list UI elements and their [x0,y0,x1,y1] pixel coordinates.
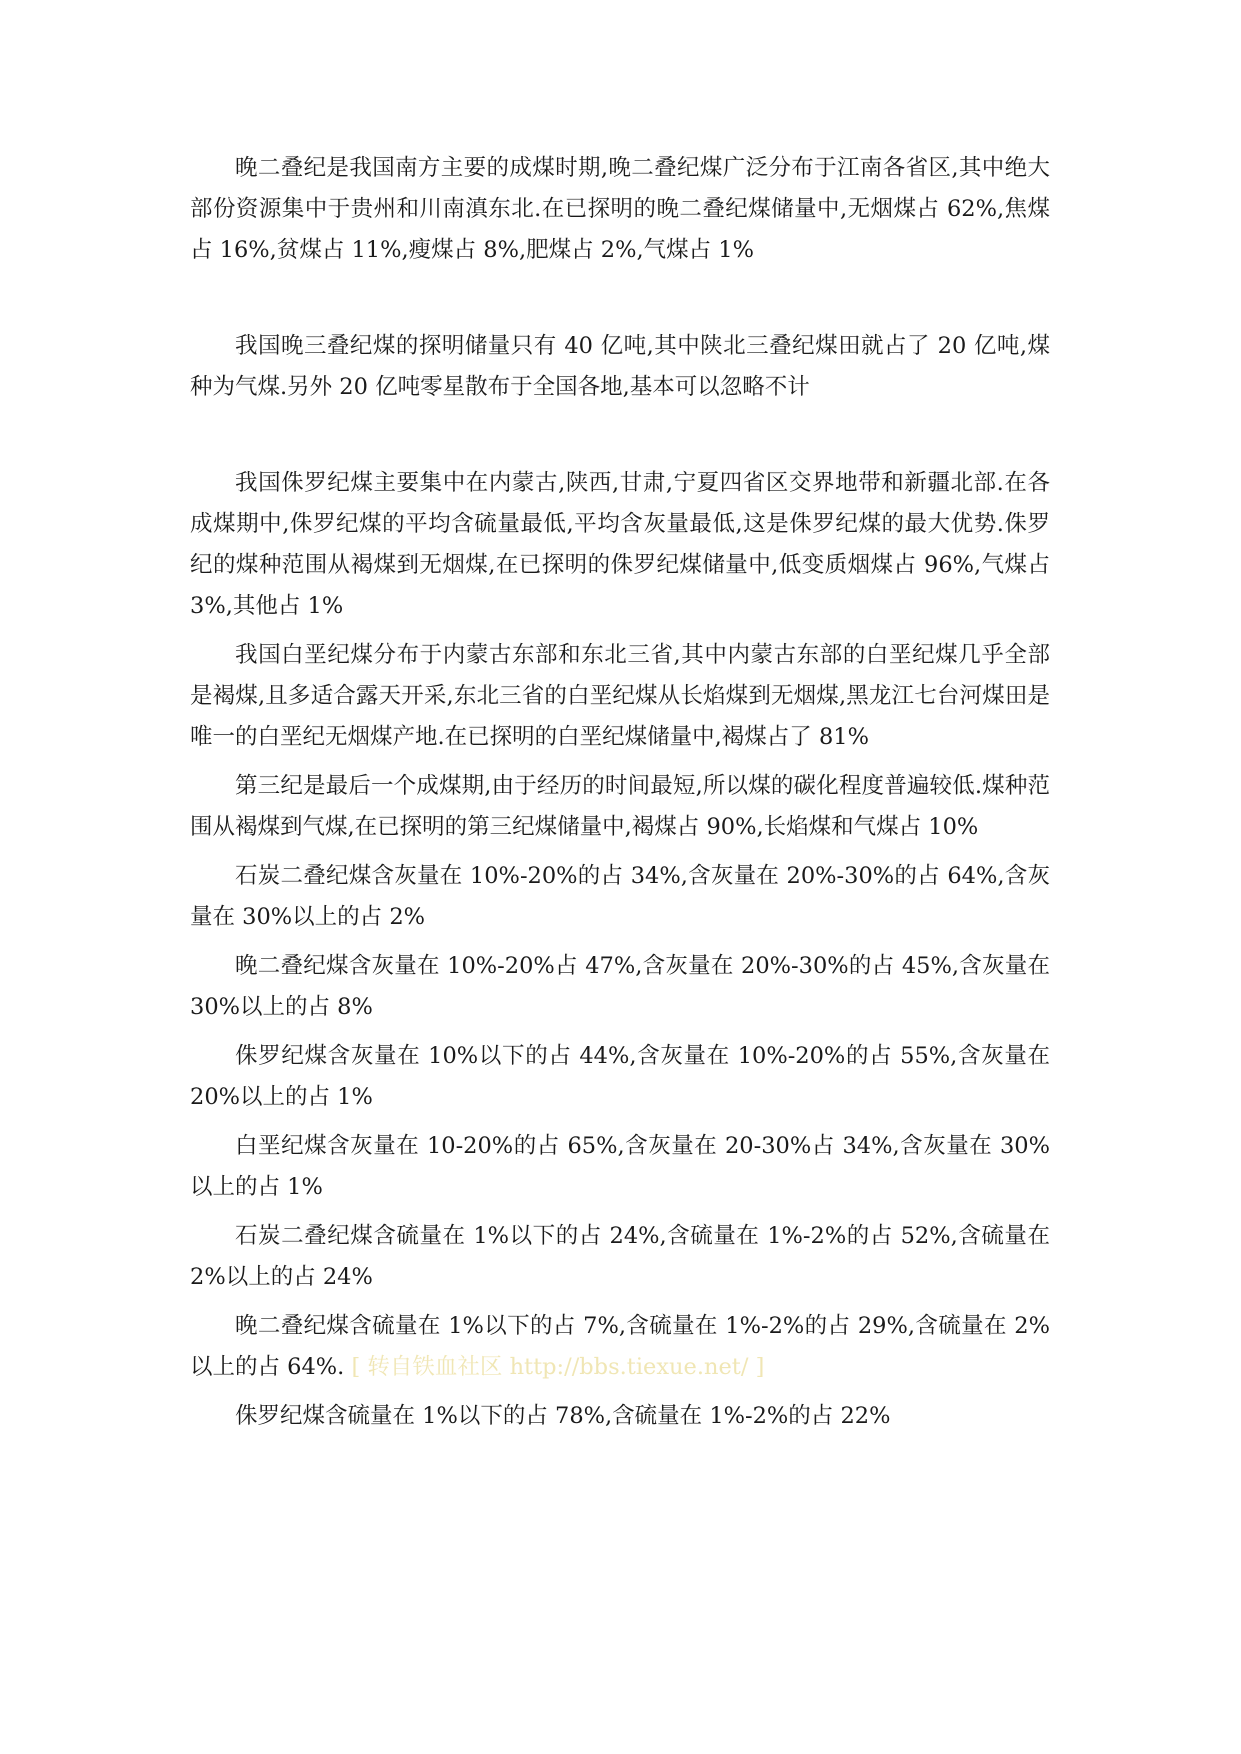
paragraph-late-triassic: 我国晚三叠纪煤的探明储量只有 40 亿吨,其中陕北三叠纪煤田就占了 20 亿吨,煤种为气煤.另外 20 亿吨零星散布于全国各地,基本可以忽略不计 [190,333,1050,400]
paragraph-cretaceous: 我国白垩纪煤分布于内蒙古东部和东北三省,其中内蒙古东部的白垩纪煤几乎全部是褐煤,且多适合露天开采,东北三省的白垩纪煤从长焰煤到无烟煤,黑龙江七台河煤田是唯一的白垩纪无烟煤产地.在已探明的白垩纪煤储量中,褐煤占了 81% [190,642,1050,750]
paragraph-late-permian-ash: 晚二叠纪煤含灰量在 10%-20%占 47%,含灰量在 20%-30%的占 45%,含灰量在 30%以上的占 8% [190,953,1050,1020]
paragraph-jurassic: 我国侏罗纪煤主要集中在内蒙古,陕西,甘肃,宁夏四省区交界地带和新疆北部.在各成煤期中,侏罗纪煤的平均含硫量最低,平均含灰量最低,这是侏罗纪煤的最大优势.侏罗纪的煤种范围从褐煤到无烟煤,在已探明的侏罗纪煤储量中,低变质烟煤占 96%,气煤占 3%,其他占 1% [190,470,1050,619]
paragraph-carboniferous-sulfur: 石炭二叠纪煤含硫量在 1%以下的占 24%,含硫量在 1%-2%的占 52%,含硫量在 2%以上的占 24% [190,1223,1050,1290]
paragraph-jurassic-sulfur: 侏罗纪煤含硫量在 1%以下的占 78%,含硫量在 1%-2%的占 22% [235,1403,891,1429]
source-watermark: [ 转自铁血社区 http://bbs.tiexue.net/ ] [344,1354,765,1380]
paragraph-carboniferous-ash: 石炭二叠纪煤含灰量在 10%-20%的占 34%,含灰量在 20%-30%的占 64%,含灰量在 30%以上的占 2% [190,863,1050,930]
paragraph-jurassic-ash: 侏罗纪煤含灰量在 10%以下的占 44%,含灰量在 10%-20%的占 55%,含灰量在 20%以上的占 1% [190,1043,1050,1110]
document-page [190,148,1050,1445]
paragraph-late-permian-sulfur [190,1306,1050,1388]
paragraph-text: 晚二叠纪煤含硫量在 1%以下的占 7%,含硫量在 1%-2%的占 29%,含硫量在 2%以上的占 64%. [190,1313,1050,1380]
paragraph-late-permian: 晚二叠纪是我国南方主要的成煤时期,晚二叠纪煤广泛分布于江南各省区,其中绝大部份资源集中于贵州和川南滇东北.在已探明的晚二叠纪煤储量中,无烟煤占 62%,焦煤占 16%,贫煤占 11%,瘦煤占 8%,肥煤占 2%,气煤占 1% [190,155,1050,263]
paragraph-cretaceous-ash: 白垩纪煤含灰量在 10-20%的占 65%,含灰量在 20-30%占 34%,含灰量在 30%以上的占 1% [190,1133,1050,1200]
paragraph-tertiary: 第三纪是最后一个成煤期,由于经历的时间最短,所以煤的碳化程度普遍较低.煤种范围从褐煤到气煤,在已探明的第三纪煤储量中,褐煤占 90%,长焰煤和气煤占 10% [190,773,1050,840]
